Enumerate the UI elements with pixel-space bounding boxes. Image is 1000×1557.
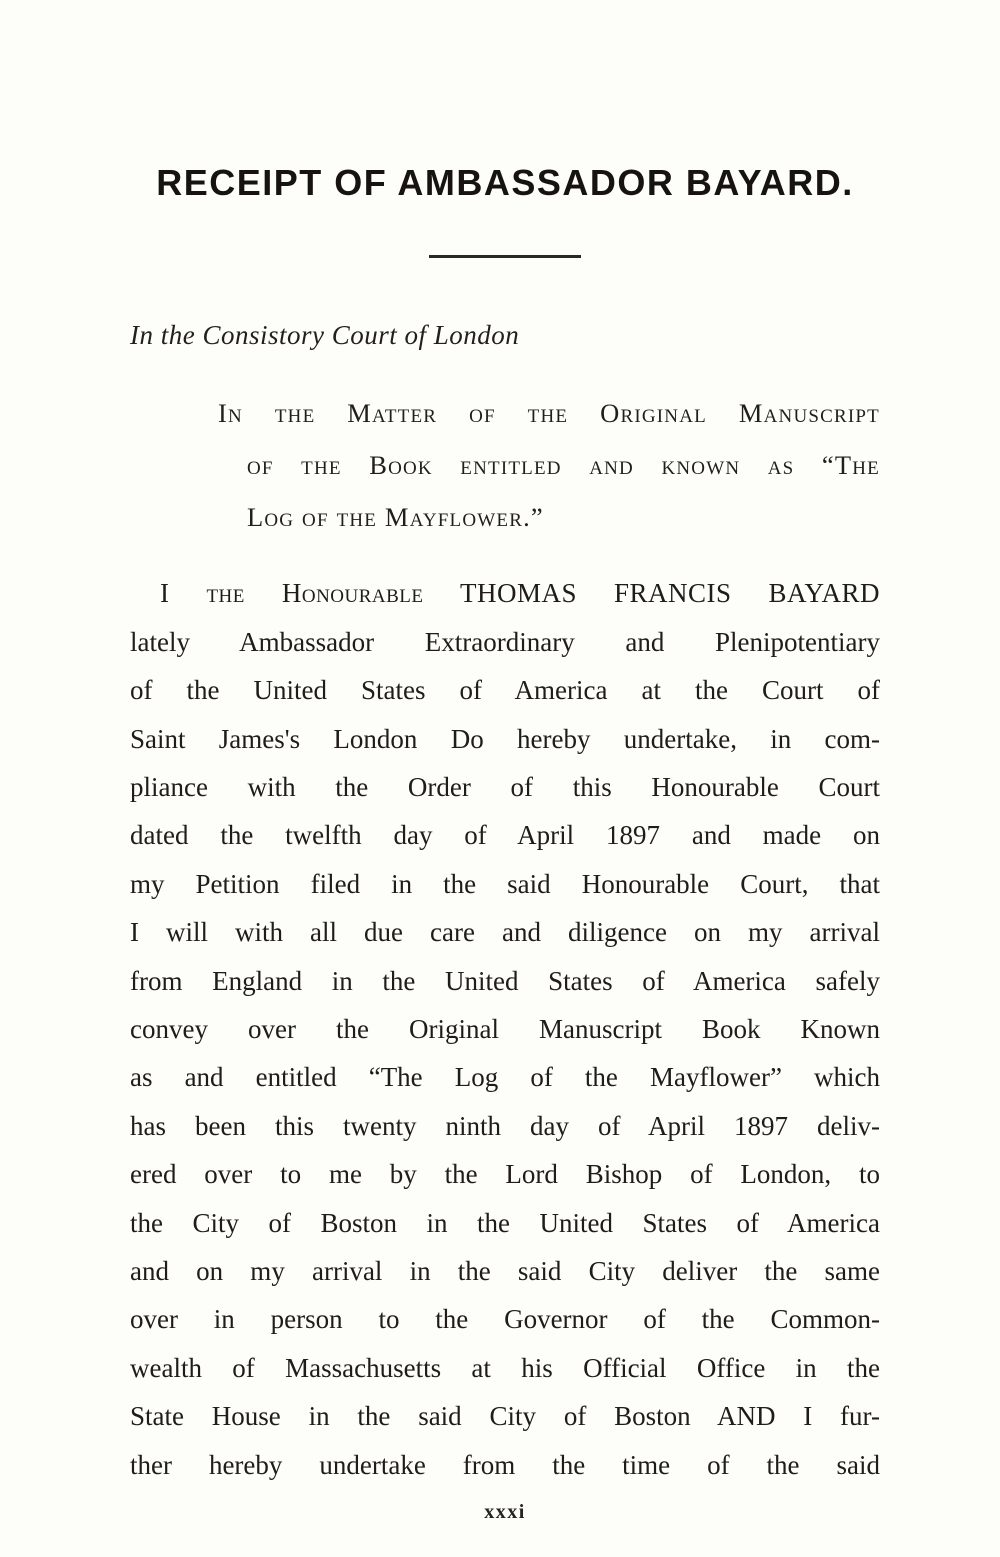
- page-number: xxxi: [484, 1501, 526, 1524]
- body-line: pliance with the Order of this Honourable Court: [130, 772, 880, 803]
- body-line: dated the twelfth day of April 1897 and made on: [130, 820, 880, 851]
- body-line: of the United States of America at the Court of: [130, 675, 880, 706]
- body-line: wealth of Massachusetts at his Official Office in the: [130, 1352, 880, 1383]
- matter-line: In the Matter of the Original Manuscript: [218, 398, 880, 429]
- court-heading: In the Consistory Court of London: [130, 320, 520, 351]
- matter-clause: [130, 387, 880, 543]
- body-line: and on my arrival in the said City deliver the same: [130, 1256, 880, 1287]
- body-line: as and entitled “The Log of the Mayflower” which: [130, 1062, 880, 1093]
- body-line: has been this twenty ninth day of April 1897 deliv-: [130, 1110, 880, 1141]
- body-line: ther hereby undertake from the time of the said: [130, 1449, 880, 1480]
- matter-line: of the Book entitled and known as “The: [247, 450, 880, 481]
- body-line: over in person to the Governor of the Common-: [130, 1304, 880, 1335]
- body-line: I the Honourable THOMAS FRANCIS BAYARD: [160, 578, 880, 609]
- body-line: lately Ambassador Extraordinary and Plenipotentiary: [130, 626, 880, 657]
- body-line: State House in the said City of Boston AND I fur-: [130, 1401, 880, 1432]
- body-line: convey over the Original Manuscript Book Known: [130, 1014, 880, 1045]
- page-title: RECEIPT OF AMBASSADOR BAYARD.: [156, 162, 854, 203]
- matter-line: Log of the Mayflower.”: [247, 502, 544, 533]
- body-line: I will with all due care and diligence on my arrival: [130, 917, 880, 948]
- body-line: Saint James's London Do hereby undertake, in com-: [130, 723, 880, 754]
- body-line: my Petition filed in the said Honourable Court, that: [130, 868, 880, 899]
- body-line: the City of Boston in the United States of America: [130, 1207, 880, 1238]
- body-paragraph: [130, 569, 880, 1489]
- body-line: ered over to me by the Lord Bishop of London, to: [130, 1159, 880, 1190]
- divider-rule: [429, 255, 581, 258]
- body-line: from England in the United States of America safely: [130, 965, 880, 996]
